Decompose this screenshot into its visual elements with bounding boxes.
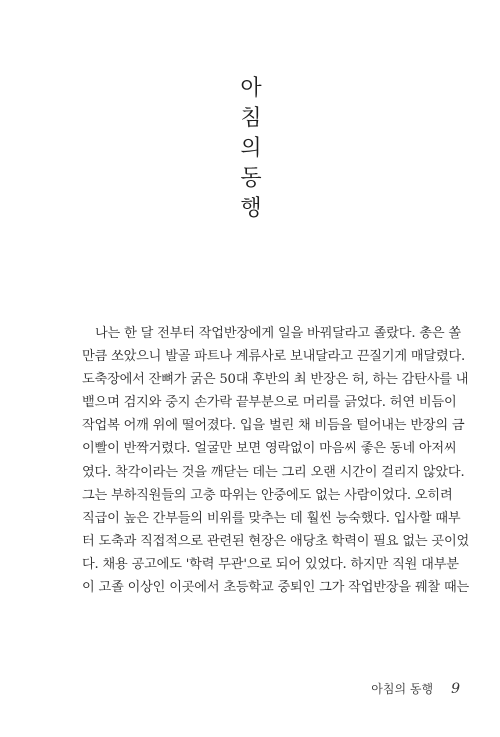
body-line: 작업복 어깨 위에 떨어졌다. 입을 벌린 채 비듬을 털어내는 반장의 금 [82, 418, 465, 434]
page-number: 9 [451, 681, 460, 697]
chapter-title-char: 행 [240, 196, 262, 221]
chapter-title-char: 의 [240, 136, 262, 161]
body-line: 뱉으며 검지와 중지 손가락 끝부분으로 머리를 긁었다. 허연 비듬이 [82, 395, 457, 411]
running-head: 아침의 동행 [371, 682, 434, 696]
page-footer [371, 680, 460, 697]
chapter-title-char: 동 [240, 166, 262, 191]
body-line: 였다. 착각이라는 것을 깨닫는 데는 그리 오랜 시간이 걸리지 않았다. [82, 464, 465, 480]
chapter-title-char: 침 [240, 106, 262, 131]
body-line: 나는 한 달 전부터 작업반장에게 일을 바꿔달라고 졸랐다. 총은 쏠 [95, 326, 461, 341]
body-line: 이빨이 반짝거렸다. 얼굴만 보면 영락없이 마음씨 좋은 동네 아저씨 [82, 441, 457, 457]
body-line: 다. 채용 공고에도 '학력 무관'으로 되어 있었다. 하지만 직원 대부분 [82, 556, 459, 572]
body-line: 도축장에서 잔뼈가 굵은 50대 후반의 최 반장은 허, 하는 감탄사를 내 [82, 372, 469, 388]
body-line: 그는 부하직원들의 고충 따위는 안중에도 없는 사람이었다. 오히려 [82, 487, 453, 503]
chapter-title [236, 78, 266, 228]
body-line: 직급이 높은 간부들의 비위를 맞추는 데 훨씬 능숙했다. 입사할 때부 [82, 510, 461, 526]
body-paragraph [82, 322, 470, 599]
body-line: 만큼 쏘았으니 발골 파트나 계류사로 보내달라고 끈질기게 매달렸다. [82, 349, 466, 365]
body-line: 터 도축과 직접적으로 관련된 현장은 애당초 학력이 필요 없는 곳이었 [82, 533, 470, 549]
chapter-title-char: 아 [240, 76, 262, 101]
body-line: 이 고졸 이상인 이곳에서 초등학교 중퇴인 그가 작업반장을 꿰찰 때는 [82, 580, 470, 596]
